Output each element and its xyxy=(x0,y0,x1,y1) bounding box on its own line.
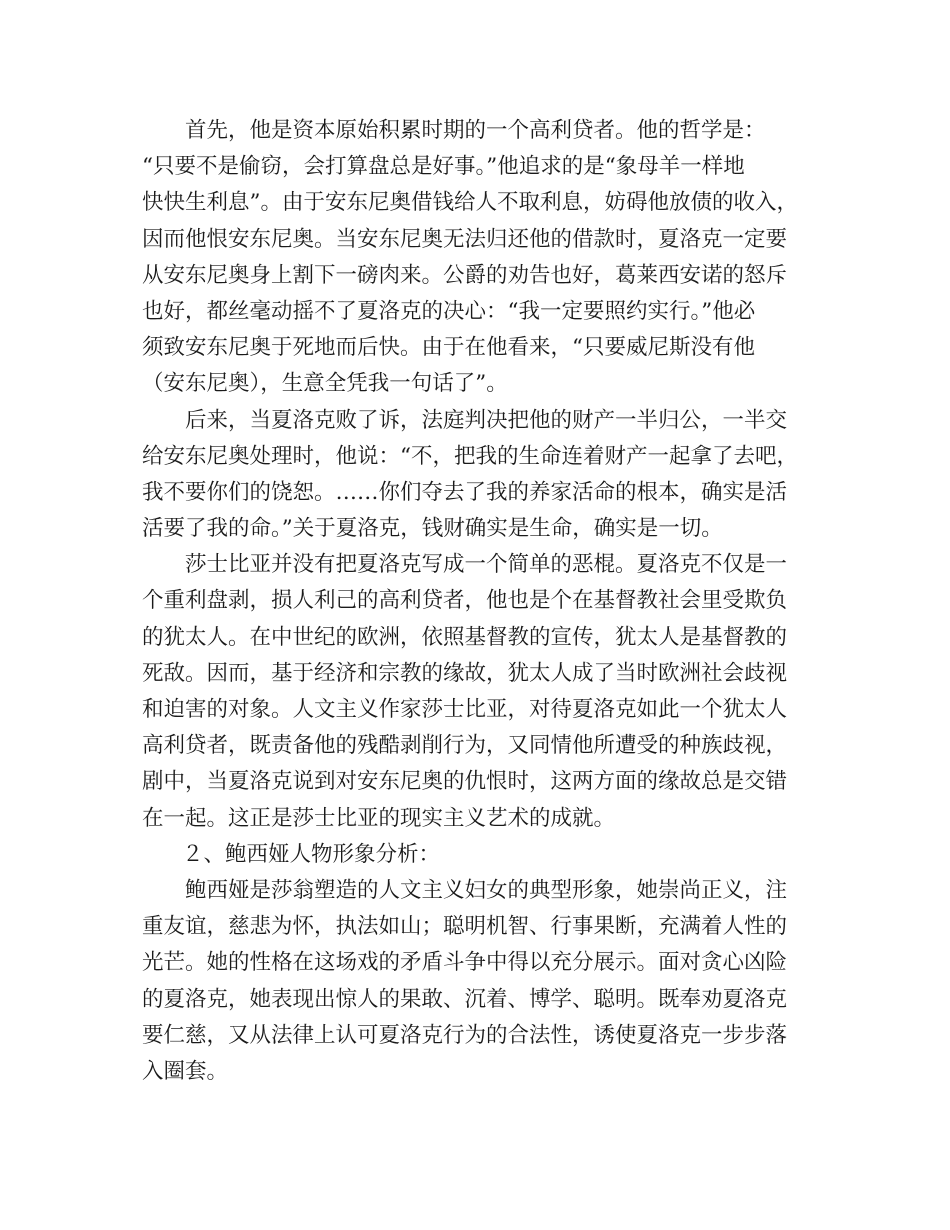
text-line: 因而他恨安东尼奥。当安东尼奥无法归还他的借款时，夏洛克一定要 xyxy=(142,226,788,252)
text-line: 我不要你们的饶恕。……你们夺去了我的养家活命的根本，确实是活 xyxy=(142,479,788,505)
text-line: 的夏洛克，她表现出惊人的果敢、沉着、博学、聪明。既奉劝夏洛克 xyxy=(142,986,788,1012)
paragraph-portia-analysis xyxy=(142,873,828,1090)
paragraph-shylock-verdict xyxy=(142,403,828,548)
text-line: 要仁慈，又从法律上认可夏洛克行为的合法性，诱使夏洛克一步步落 xyxy=(142,1022,788,1048)
text-line: （安东尼奥），生意全凭我一句话了”。 xyxy=(142,371,508,397)
text-line: 在一起。这正是莎士比亚的现实主义艺术的成就。 xyxy=(142,805,616,831)
document-body xyxy=(142,113,828,1090)
text-line: 和迫害的对象。人文主义作家莎士比亚，对待夏洛克如此一个犹太人 xyxy=(142,697,788,722)
text-line: 的犹太人。在中世纪的欧洲，依照基督教的宣传，犹太人是基督教的 xyxy=(142,624,788,650)
text-line: 光芒。她的性格在这场戏的矛盾斗争中得以充分展示。面对贪心凶险 xyxy=(142,950,788,976)
text-line: 重友谊，慈悲为怀，执法如山；聪明机智、行事果断，充满着人性的 xyxy=(142,914,788,940)
text-line: 从安东尼奥身上割下一磅肉来。公爵的劝告也好，葛莱西安诺的怒斥 xyxy=(142,262,788,288)
section-heading-text: ２、鲍西娅人物形象分析： xyxy=(182,841,441,867)
text-line: 给安东尼奥处理时，他说：“不，把我的生命连着财产一起拿了去吧， xyxy=(142,443,798,469)
text-line: 鲍西娅是莎翁塑造的人文主义妇女的典型形象，她崇尚正义，注 xyxy=(185,877,788,903)
text-line: 高利贷者，既责备他的残酷剥削行为，又同情他所遭受的种族歧视， xyxy=(142,733,788,759)
text-line: 活要了我的命。”关于夏洛克，钱财确实是生命，确实是一切。 xyxy=(142,516,723,542)
text-line: 后来，当夏洛克败了诉，法庭判决把他的财产一半归公，一半交 xyxy=(185,407,788,433)
text-line: 莎士比亚并没有把夏洛克写成一个简单的恶棍。夏洛克不仅是一 xyxy=(185,552,788,578)
paragraph-shylock-usurer xyxy=(142,113,828,403)
text-line: 快快生利息”。由于安东尼奥借钱给人不取利息，妨碍他放债的收入， xyxy=(142,190,798,216)
text-line: 剧中，当夏洛克说到对安东尼奥的仇恨时，这两方面的缘故总是交错 xyxy=(142,769,788,795)
text-line: 入圈套。 xyxy=(142,1058,229,1084)
text-line: 也好，都丝毫动摇不了夏洛克的决心：“我一定要照约实行。”他必 xyxy=(142,298,756,324)
text-line: “只要不是偷窃，会打算盘总是好事。”他追求的是“象母羊一样地 xyxy=(142,154,745,180)
text-line: 个重利盘剥，损人利己的高利贷者，他也是个在基督教社会里受欺负 xyxy=(142,588,788,614)
text-line: 死敌。因而，基于经济和宗教的缘故，犹太人成了当时欧洲社会歧视 xyxy=(142,660,788,686)
section-heading-portia xyxy=(142,837,828,873)
text-line: 须致安东尼奥于死地而后快。由于在他看来，“只要威尼斯没有他 xyxy=(142,335,755,361)
text-line: 首先，他是资本原始积累时期的一个高利贷者。他的哲学是： xyxy=(185,118,766,143)
paragraph-shakespeare-realism xyxy=(142,547,828,837)
